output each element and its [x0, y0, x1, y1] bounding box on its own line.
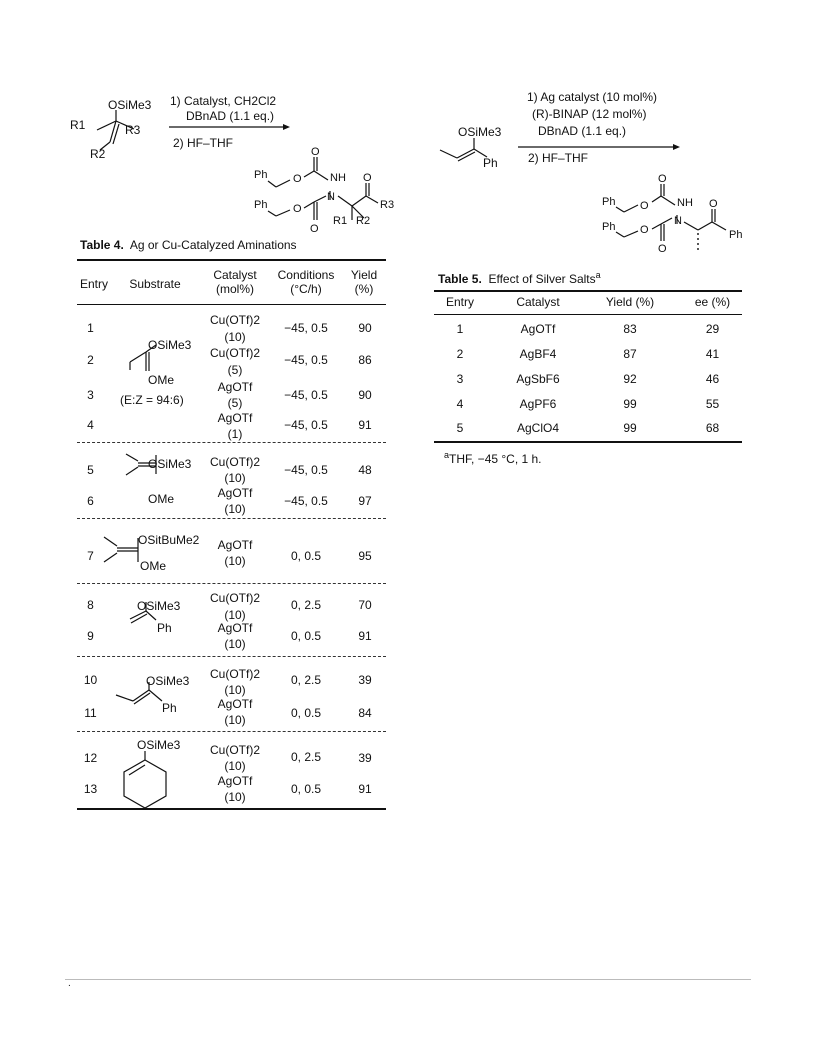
table4-yield: 39 — [358, 751, 372, 765]
table4-g4-osime3: OSiMe3 — [137, 599, 181, 613]
table4-yield: 48 — [358, 463, 372, 477]
table4-g3-osibume2: OSitBuMe2 — [138, 533, 200, 547]
table4-catalyst: AgOTf — [217, 621, 253, 635]
table5-ee: 29 — [705, 322, 720, 336]
table4-entry: 8 — [87, 598, 94, 612]
table4-g6-osime3: OSiMe3 — [137, 738, 181, 752]
table4-catalyst: Cu(OTf)2 — [209, 667, 260, 681]
table4-header-catalyst: Catalyst — [213, 268, 257, 282]
table4-catalyst: AgOTf — [217, 486, 253, 500]
scheme1-r2: R2 — [90, 147, 106, 161]
scheme1-product-ph2: Ph — [254, 199, 268, 211]
table4-yield: 91 — [358, 418, 372, 432]
scheme1-step1-line2: DBnAD (1.1 eq.) — [186, 109, 275, 123]
scheme2-product-ph3: Ph — [729, 229, 743, 241]
scheme2-product-ph2: Ph — [602, 221, 616, 233]
table4-mol: (10) — [224, 790, 246, 804]
table4-mol: (10) — [224, 713, 246, 727]
table4-g3-ome: OMe — [140, 559, 167, 573]
table5-catalyst: AgClO4 — [516, 421, 560, 435]
table5-catalyst: AgPF6 — [519, 397, 557, 411]
table4-header-yield-pct: (%) — [354, 282, 374, 296]
table4-entry: 6 — [87, 494, 94, 508]
table4-mol: (5) — [227, 363, 243, 377]
table5-entry: 2 — [456, 347, 464, 361]
table4-entry: 7 — [87, 549, 94, 563]
scheme1-step2: 2) HF–THF — [173, 136, 233, 150]
scheme2-step1-line1: 1) Ag catalyst (10 mol%) — [527, 90, 658, 104]
table5-top-rule — [434, 290, 742, 292]
table5-ee: 55 — [705, 397, 720, 411]
table4-conditions: 0, 2.5 — [290, 673, 322, 687]
table4-conditions: 0, 0.5 — [290, 706, 322, 720]
table4-entry: 11 — [84, 706, 97, 720]
table4-catalyst: AgOTf — [217, 538, 253, 552]
table4-entry: 9 — [87, 629, 94, 643]
table4-yield: 91 — [358, 782, 372, 796]
scheme2-ph: Ph — [483, 156, 498, 170]
table4-catalyst: Cu(OTf)2 — [209, 591, 260, 605]
table4-header-yield: Yield — [350, 268, 378, 282]
table4-conditions: −45, 0.5 — [284, 418, 328, 432]
table4-yield: 97 — [358, 494, 372, 508]
scheme1-product-o1: O — [311, 146, 320, 158]
table4-entry: 4 — [87, 418, 94, 432]
table4-conditions: 0, 0.5 — [290, 629, 322, 643]
scheme2-product-o3: O — [640, 224, 649, 236]
table4-catalyst: Cu(OTf)2 — [209, 455, 260, 469]
scheme1-step1-line1: 1) Catalyst, CH2Cl2 — [170, 94, 277, 108]
scheme1-product-o3: O — [293, 203, 302, 215]
table4-g2-ome: OMe — [148, 492, 175, 506]
scheme1-product-r2: R2 — [356, 215, 371, 227]
table4-mol: (1) — [227, 427, 243, 441]
scheme2-product-o2: O — [640, 200, 649, 212]
table4-header-conditions: Conditions — [277, 268, 335, 282]
table4-entry: 3 — [87, 388, 94, 402]
table4-conditions: 0, 0.5 — [290, 549, 322, 563]
table4-conditions: −45, 0.5 — [284, 463, 328, 477]
scheme1-osime3: OSiMe3 — [108, 98, 152, 112]
table5-yield: 92 — [623, 372, 637, 386]
scheme2-step1-line3: DBnAD (1.1 eq.) — [538, 124, 627, 138]
scheme2-osime3: OSiMe3 — [458, 125, 502, 139]
table4-yield: 70 — [358, 598, 372, 612]
scheme1-product-o4: O — [363, 172, 372, 184]
table4-conditions: −45, 0.5 — [284, 388, 328, 402]
table5-entry: 1 — [456, 322, 464, 336]
scheme1-product-r3: R3 — [380, 199, 395, 211]
footer-mark: . — [68, 978, 71, 989]
footer-rule — [65, 979, 751, 980]
table4-yield: 90 — [358, 321, 372, 335]
table5-bottom-rule — [434, 441, 742, 443]
table4-conditions: 0, 2.5 — [290, 598, 322, 612]
scheme1-r1: R1 — [70, 118, 86, 132]
table4-yield: 90 — [358, 388, 372, 402]
table4-g1-ez-ratio: (E:Z = 94:6) — [120, 393, 184, 407]
table4-mol: (10) — [224, 330, 246, 344]
table4-mol: (10) — [224, 683, 246, 697]
table4-g1-ome: OMe — [148, 373, 175, 387]
table5-ee: 68 — [705, 421, 720, 435]
scheme2-step1-line2: (R)-BINAP (12 mol%) — [532, 107, 647, 121]
table4-header-units: (°C/h) — [290, 282, 322, 296]
table4-entry: 10 — [83, 673, 98, 687]
table4-mol: (5) — [227, 396, 243, 410]
scheme1-product-o2: O — [293, 173, 302, 185]
scheme2-product-o4: O — [658, 243, 667, 255]
table4-mol: (10) — [224, 554, 246, 568]
table4-yield: 84 — [358, 706, 372, 720]
table4-catalyst: Cu(OTf)2 — [209, 743, 260, 757]
scheme1-product-nh: NH — [330, 172, 346, 184]
table4-catalyst: AgOTf — [217, 774, 253, 788]
scheme1-product-r1: R1 — [333, 215, 348, 227]
table4-entry: 12 — [83, 751, 98, 765]
table4-catalyst: AgOTf — [217, 380, 253, 394]
table4-catalyst: Cu(OTf)2 — [209, 313, 260, 327]
scheme2-step2: 2) HF–THF — [528, 151, 588, 165]
table4-catalyst: AgOTf — [217, 697, 253, 711]
table4-caption: Table 4. Ag or Cu-Catalyzed Aminations — [80, 238, 297, 252]
table4-yield: 39 — [358, 673, 372, 687]
table4-header-substrate: Substrate — [129, 277, 181, 291]
table4-g1-osime3: OSiMe3 — [148, 338, 192, 352]
scheme2-product-ph1: Ph — [602, 196, 616, 208]
scheme1-product-ph1: Ph — [254, 169, 268, 181]
table5-entry: 4 — [456, 397, 464, 411]
table4-catalyst: AgOTf — [217, 411, 253, 425]
table4-g4-ph: Ph — [157, 621, 172, 635]
table4-yield: 86 — [358, 353, 372, 367]
table5-caption: Table 5. Effect of Silver Salts$^a$ — [438, 270, 601, 286]
table4-entry: 5 — [87, 463, 94, 477]
table4-yield: 91 — [358, 629, 372, 643]
table5-header-entry: Entry — [445, 295, 474, 309]
table4-yield: 95 — [358, 549, 372, 563]
table4-mol: (10) — [224, 471, 246, 485]
table4-entry: 2 — [87, 353, 94, 367]
table5-yield: 83 — [623, 322, 637, 336]
table4-header-molpct: (mol%) — [216, 282, 254, 296]
table5-entry: 3 — [456, 372, 464, 386]
table4-conditions: −45, 0.5 — [284, 353, 328, 367]
table4-mol: (10) — [224, 637, 246, 651]
table4-entry: 1 — [87, 321, 94, 335]
table4-entry: 13 — [83, 782, 98, 796]
scheme2-product-o5: O — [709, 198, 718, 210]
table4-g5-ph: Ph — [162, 701, 177, 715]
table5-yield: 87 — [623, 347, 637, 361]
scheme2-product-nh: NH — [677, 197, 693, 209]
table5-header-catalyst: Catalyst — [516, 295, 560, 309]
scheme2-product-o1: O — [658, 173, 667, 185]
table5-header-yield: Yield (%) — [605, 295, 655, 309]
table4-mol: (10) — [224, 759, 246, 773]
table5-ee: 41 — [705, 347, 720, 361]
table5-catalyst: AgSbF6 — [516, 372, 560, 386]
table4-mol: (10) — [224, 502, 246, 516]
scheme2-product-n: N — [674, 215, 682, 227]
table4-conditions: −45, 0.5 — [284, 494, 328, 508]
table5-header-ee: ee (%) — [694, 295, 731, 309]
scheme1-product-o5: O — [310, 223, 319, 235]
table5-ee: 46 — [705, 372, 720, 386]
table4-g2-osime3: OSiMe3 — [148, 457, 192, 471]
table4-conditions: 0, 0.5 — [290, 782, 322, 796]
table5-catalyst: AgBF4 — [519, 347, 557, 361]
table5-yield: 99 — [623, 421, 637, 435]
scheme1-r3: R3 — [125, 123, 141, 137]
table4-conditions: 0, 2.5 — [290, 750, 322, 764]
table5-yield: 99 — [623, 397, 637, 411]
table4-mol: (10) — [224, 608, 246, 622]
table4-conditions: −45, 0.5 — [284, 321, 328, 335]
table5-entry: 5 — [456, 421, 464, 435]
scheme1-product-n: N — [327, 191, 335, 203]
table4-header-entry: Entry — [79, 277, 108, 291]
table5-header-rule — [434, 314, 742, 315]
table4-g5-osime3: OSiMe3 — [146, 674, 190, 688]
table5-footnote: $^a$THF, −45 °C, 1 h. — [444, 450, 542, 466]
table4-catalyst: Cu(OTf)2 — [209, 346, 260, 360]
table5-catalyst: AgOTf — [520, 322, 556, 336]
